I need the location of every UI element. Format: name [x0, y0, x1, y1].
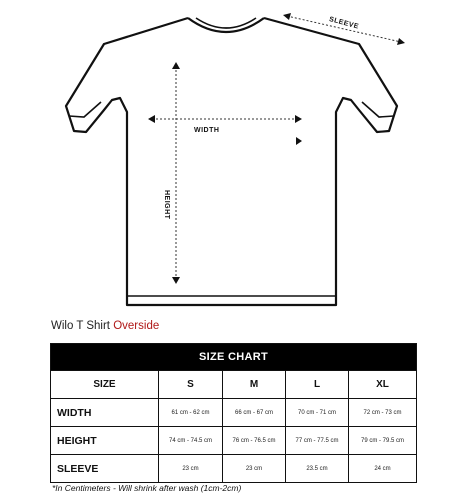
table-cell: 72 cm - 73 cm [349, 399, 417, 427]
size-chart-title: SIZE CHART [51, 344, 417, 371]
header-cell-s: S [159, 371, 223, 399]
product-fit-highlight: Overside [113, 320, 160, 332]
table-cell: 79 cm - 79.5 cm [349, 427, 417, 455]
table-cell: 23.5 cm [286, 455, 349, 483]
table-cell: 23 cm [223, 455, 286, 483]
table-cell: 23 cm [159, 455, 223, 483]
table-row-sleeve [51, 455, 417, 483]
table-cell: 74 cm - 74.5 cm [159, 427, 223, 455]
table-cell: 77 cm - 77.5 cm [286, 427, 349, 455]
table-row-width [51, 399, 417, 427]
row-label-width: WIDTH [51, 399, 159, 427]
table-cell: 70 cm - 71 cm [286, 399, 349, 427]
table-header-row [51, 371, 417, 399]
height-dimension-label: HEIGHT [163, 190, 170, 220]
header-cell-size: SIZE [51, 371, 159, 399]
product-name: Wilo T Shirt [51, 320, 111, 332]
header-cell-xl: XL [349, 371, 417, 399]
measurement-note: *In Centimeters - Will shrink after wash (1cm-2cm) [52, 483, 242, 493]
header-cell-l: L [286, 371, 349, 399]
table-row-height [51, 427, 417, 455]
width-dimension-label: WIDTH [194, 127, 220, 134]
product-caption [51, 320, 159, 332]
sleeve-dimension-label: SLEEVE [328, 16, 360, 31]
table-cell: 61 cm - 62 cm [159, 399, 223, 427]
table-cell: 24 cm [349, 455, 417, 483]
row-label-sleeve: SLEEVE [51, 455, 159, 483]
table-cell: 66 cm - 67 cm [223, 399, 286, 427]
header-cell-m: M [223, 371, 286, 399]
row-label-height: HEIGHT [51, 427, 159, 455]
table-cell: 76 cm - 76.5 cm [223, 427, 286, 455]
size-chart-table [50, 343, 417, 483]
